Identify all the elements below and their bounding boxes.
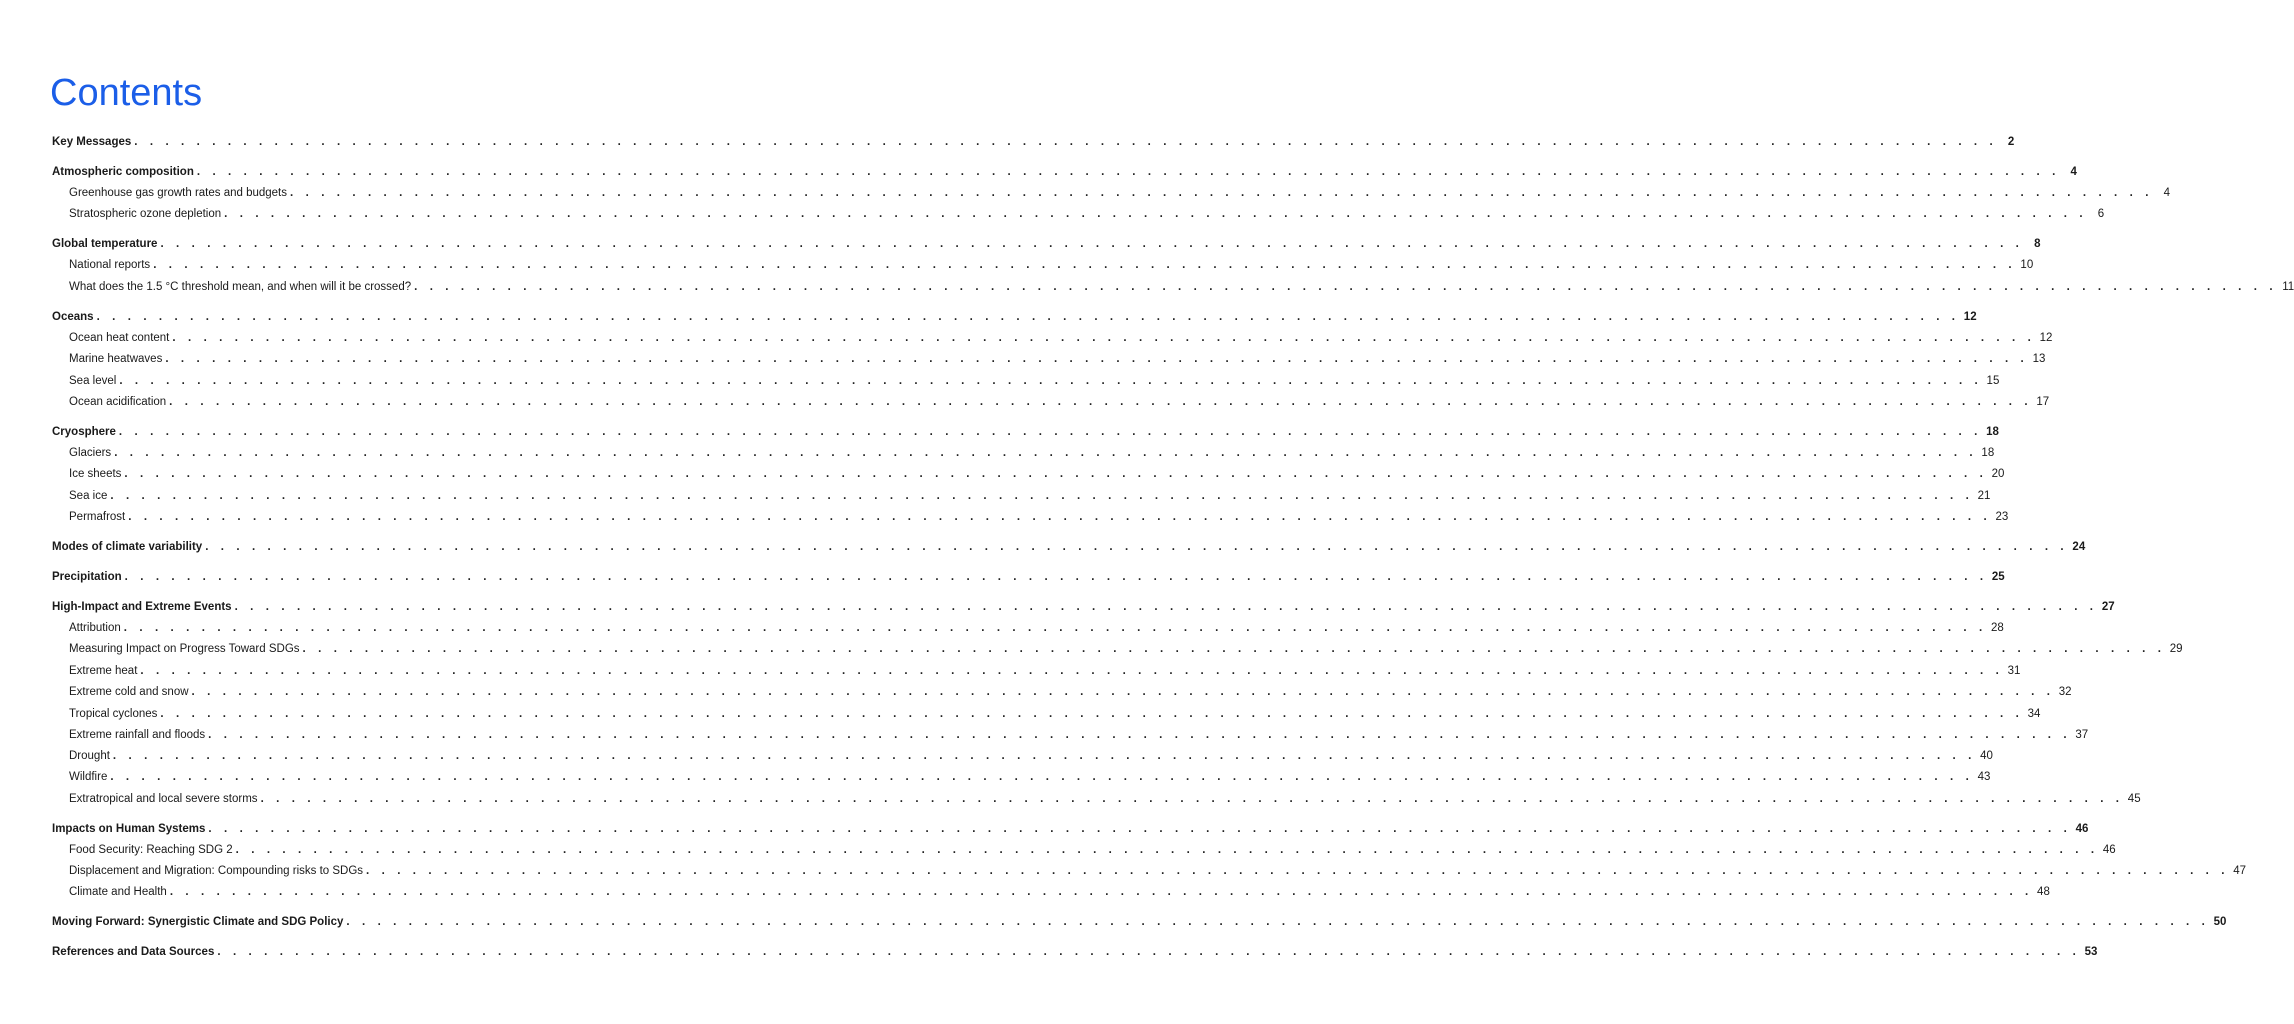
toc-leader-dots: . . . . . . . . . . . . . . . . . . . . . . . . . . . . . . . . . . . . . . . . . . . . . . . . . . . . . . . . . . . . . . . . . . . . . . . . . . . . . . . . . . . . . . . . . . . . . . . . . . . . . . . . . . . . . . . . . . . . . . . . bbox=[414, 281, 2278, 293]
toc-page-number: 46 bbox=[2075, 823, 2089, 835]
toc-leader-dots: . . . . . . . . . . . . . . . . . . . . . . . . . . . . . . . . . . . . . . . . . . . . . . . . . . . . . . . . . . . . . . . . . . . . . . . . . . . . . . . . . . . . . . . . . . . . . . . . . . . . . . . . . . . . . . . . . . . . . . . . bbox=[114, 447, 1978, 459]
toc-entry-label: What does the 1.5 °C threshold mean, and when will it be crossed? bbox=[69, 281, 412, 293]
toc-page-number: 15 bbox=[1986, 375, 2000, 387]
toc-leader-dots: . . . . . . . . . . . . . . . . . . . . . . . . . . . . . . . . . . . . . . . . . . . . . . . . . . . . . . . . . . . . . . . . . . . . . . . . . . . . . . . . . . . . . . . . . . . . . . . . . . . . . . . . . . . . . . . . . . . . . . . . bbox=[235, 844, 2099, 856]
toc-entry-label: Precipitation bbox=[52, 571, 122, 583]
toc-entry-label: Atmospheric composition bbox=[52, 166, 194, 178]
toc-leader-dots: . . . . . . . . . . . . . . . . . . . . . . . . . . . . . . . . . . . . . . . . . . . . . . . . . . . . . . . . . . . . . . . . . . . . . . . . . . . . . . . . . . . . . . . . . . . . . . . . . . . . . . . . . . . . . . . . . . . . . . . . bbox=[119, 375, 1983, 387]
toc-entry-label: Global temperature bbox=[52, 238, 158, 250]
toc-leader-dots: . . . . . . . . . . . . . . . . . . . . . . . . . . . . . . . . . . . . . . . . . . . . . . . . . . . . . . . . . . . . . . . . . . . . . . . . . . . . . . . . . . . . . . . . . . . . . . . . . . . . . . . . . . . . . . . . . . . . . . . . bbox=[134, 136, 1998, 148]
toc-section-entry[interactable] bbox=[52, 423, 1999, 441]
toc-page-number: 12 bbox=[2039, 332, 2053, 344]
toc-entry-label: Extreme heat bbox=[69, 665, 138, 677]
toc-subsection-entry[interactable] bbox=[69, 790, 2141, 808]
toc-page-number: 11 bbox=[2282, 281, 2294, 293]
toc-entry-label: Moving Forward: Synergistic Climate and SDG Policy bbox=[52, 916, 344, 928]
toc-subsection-entry[interactable] bbox=[69, 683, 2072, 701]
toc-page-number: 6 bbox=[2097, 208, 2105, 220]
toc-page-number: 24 bbox=[2072, 541, 2086, 553]
toc-section-entry[interactable] bbox=[52, 308, 1977, 326]
toc-subsection-entry[interactable] bbox=[69, 184, 2171, 202]
toc-section-entry[interactable] bbox=[52, 163, 2077, 181]
toc-entry-label: Ocean heat content bbox=[69, 332, 170, 344]
toc-page-number: 27 bbox=[2101, 601, 2115, 613]
toc-entry-label: Attribution bbox=[69, 622, 121, 634]
toc-subsection-entry[interactable] bbox=[69, 640, 2183, 658]
toc-entry-label: Extreme cold and snow bbox=[69, 686, 189, 698]
toc-leader-dots: . . . . . . . . . . . . . . . . . . . . . . . . . . . . . . . . . . . . . . . . . . . . . . . . . . . . . . . . . . . . . . . . . . . . . . . . . . . . . . . . . . . . . . . . . . . . . . . . . . . . . . . . . . . . . . . . . . . . . . . . bbox=[260, 793, 2124, 805]
toc-subsection-entry[interactable] bbox=[69, 393, 2050, 411]
toc-entry-label: High-Impact and Extreme Events bbox=[52, 601, 232, 613]
toc-page-number: 4 bbox=[2163, 187, 2171, 199]
toc-leader-dots: . . . . . . . . . . . . . . . . . . . . . . . . . . . . . . . . . . . . . . . . . . . . . . . . . . . . . . . . . . . . . . . . . . . . . . . . . . . . . . . . . . . . . . . . . . . . . . . . . . . . . . . . . . . . . . . . . . . . . . . . bbox=[123, 622, 1987, 634]
toc-page-number: 18 bbox=[1981, 447, 1995, 459]
toc-section-entry[interactable] bbox=[52, 913, 2227, 931]
toc-page-number: 18 bbox=[1986, 426, 1999, 438]
toc-leader-dots: . . . . . . . . . . . . . . . . . . . . . . . . . . . . . . . . . . . . . . . . . . . . . . . . . . . . . . . . . . . . . . . . . . . . . . . . . . . . . . . . . . . . . . . . . . . . . . . . . . . . . . . . . . . . . . . . . . . . . . . . bbox=[160, 238, 2024, 250]
toc-leader-dots: . . . . . . . . . . . . . . . . . . . . . . . . . . . . . . . . . . . . . . . . . . . . . . . . . . . . . . . . . . . . . . . . . . . . . . . . . . . . . . . . . . . . . . . . . . . . . . . . . . . . . . . . . . . . . . . . . . . . . . . . bbox=[172, 332, 2036, 344]
toc-leader-dots: . . . . . . . . . . . . . . . . . . . . . . . . . . . . . . . . . . . . . . . . . . . . . . . . . . . . . . . . . . . . . . . . . . . . . . . . . . . . . . . . . . . . . . . . . . . . . . . . . . . . . . . . . . . . . . . . . . . . . . . . bbox=[224, 208, 2088, 220]
toc-subsection-entry[interactable] bbox=[69, 350, 2046, 368]
toc-page-number: 31 bbox=[2007, 665, 2021, 677]
toc-leader-dots: . . . . . . . . . . . . . . . . . . . . . . . . . . . . . . . . . . . . . . . . . . . . . . . . . . . . . . . . . . . . . . . . . . . . . . . . . . . . . . . . . . . . . . . . . . . . . . . . . . . . . . . . . . . . . . . . . . . . . . . . bbox=[169, 886, 2033, 898]
toc-leader-dots: . . . . . . . . . . . . . . . . . . . . . . . . . . . . . . . . . . . . . . . . . . . . . . . . . . . . . . . . . . . . . . . . . . . . . . . . . . . . . . . . . . . . . . . . . . . . . . . . . . . . . . . . . . . . . . . . . . . . . . . . bbox=[96, 311, 1960, 323]
toc-entry-label: Extratropical and local severe storms bbox=[69, 793, 258, 805]
toc-entry-label: Drought bbox=[69, 750, 110, 762]
toc-leader-dots: . . . . . . . . . . . . . . . . . . . . . . . . . . . . . . . . . . . . . . . . . . . . . . . . . . . . . . . . . . . . . . . . . . . . . . . . . . . . . . . . . . . . . . . . . . . . . . . . . . . . . . . . . . . . . . . . . . . . . . . . bbox=[205, 541, 2069, 553]
toc-subsection-entry[interactable] bbox=[69, 862, 2247, 880]
toc-entry-label: Tropical cyclones bbox=[69, 708, 158, 720]
toc-entry-label: Permafrost bbox=[69, 511, 126, 523]
toc-page-number: 53 bbox=[2084, 946, 2098, 958]
toc-leader-dots: . . . . . . . . . . . . . . . . . . . . . . . . . . . . . . . . . . . . . . . . . . . . . . . . . . . . . . . . . . . . . . . . . . . . . . . . . . . . . . . . . . . . . . . . . . . . . . . . . . . . . . . . . . . . . . . . . . . . . . . . bbox=[217, 946, 2081, 958]
toc-page-number: 34 bbox=[2027, 708, 2041, 720]
toc-entry-label: Sea level bbox=[69, 375, 117, 387]
toc-section-entry[interactable] bbox=[52, 538, 2086, 556]
toc-subsection-entry[interactable] bbox=[69, 508, 2009, 526]
toc-subsection-entry[interactable] bbox=[69, 619, 2004, 637]
toc-subsection-entry[interactable] bbox=[69, 278, 2294, 296]
toc-entry-label: Marine heatwaves bbox=[69, 353, 163, 365]
toc-entry-label: Ocean acidification bbox=[69, 396, 167, 408]
toc-entry-label: Measuring Impact on Progress Toward SDGs bbox=[69, 643, 300, 655]
toc-page-number: 37 bbox=[2075, 729, 2089, 741]
toc-page-number: 20 bbox=[1991, 468, 2005, 480]
toc-page-number: 8 bbox=[2034, 238, 2041, 250]
toc-page-number: 12 bbox=[1963, 311, 1977, 323]
toc-subsection-entry[interactable] bbox=[69, 768, 1991, 786]
toc-subsection-entry[interactable] bbox=[69, 841, 2116, 859]
toc-entry-label: Key Messages bbox=[52, 136, 132, 148]
toc-subsection-entry[interactable] bbox=[69, 329, 2053, 347]
toc-page-number: 21 bbox=[1977, 490, 1991, 502]
page-title: Contents bbox=[50, 72, 203, 114]
toc-leader-dots: . . . . . . . . . . . . . . . . . . . . . . . . . . . . . . . . . . . . . . . . . . . . . . . . . . . . . . . . . . . . . . . . . . . . . . . . . . . . . . . . . . . . . . . . . . . . . . . . . . . . . . . . . . . . . . . . . . . . . . . . bbox=[346, 916, 2210, 928]
toc-entry-label: Cryosphere bbox=[52, 426, 116, 438]
toc-entry-label: National reports bbox=[69, 259, 151, 271]
toc-entry-label: Greenhouse gas growth rates and budgets bbox=[69, 187, 288, 199]
toc-subsection-entry[interactable] bbox=[69, 465, 2005, 483]
toc-page-number: 43 bbox=[1977, 771, 1991, 783]
toc-page-number: 40 bbox=[1980, 750, 1993, 762]
toc-page-number: 46 bbox=[2102, 844, 2116, 856]
toc-page-number: 17 bbox=[2036, 396, 2050, 408]
toc-page-number: 13 bbox=[2032, 353, 2046, 365]
toc-leader-dots: . . . . . . . . . . . . . . . . . . . . . . . . . . . . . . . . . . . . . . . . . . . . . . . . . . . . . . . . . . . . . . . . . . . . . . . . . . . . . . . . . . . . . . . . . . . . . . . . . . . . . . . . . . . . . . . . . . . . . . . . bbox=[140, 665, 2004, 677]
toc-leader-dots: . . . . . . . . . . . . . . . . . . . . . . . . . . . . . . . . . . . . . . . . . . . . . . . . . . . . . . . . . . . . . . . . . . . . . . . . . . . . . . . . . . . . . . . . . . . . . . . . . . . . . . . . . . . . . . . . . . . . . . . . bbox=[165, 353, 2029, 365]
toc-page-number: 45 bbox=[2127, 793, 2141, 805]
toc-leader-dots: . . . . . . . . . . . . . . . . . . . . . . . . . . . . . . . . . . . . . . . . . . . . . . . . . . . . . . . . . . . . . . . . . . . . . . . . . . . . . . . . . . . . . . . . . . . . . . . . . . . . . . . . . . . . . . . . . . . . . . . . bbox=[128, 511, 1992, 523]
toc-leader-dots: . . . . . . . . . . . . . . . . . . . . . . . . . . . . . . . . . . . . . . . . . . . . . . . . . . . . . . . . . . . . . . . . . . . . . . . . . . . . . . . . . . . . . . . . . . . . . . . . . . . . . . . . . . . . . . . . . . . . . . . . bbox=[191, 686, 2055, 698]
toc-page-number: 48 bbox=[2037, 886, 2050, 898]
toc-leader-dots: . . . . . . . . . . . . . . . . . . . . . . . . . . . . . . . . . . . . . . . . . . . . . . . . . . . . . . . . . . . . . . . . . . . . . . . . . . . . . . . . . . . . . . . . . . . . . . . . . . . . . . . . . . . . . . . . . . . . . . . . bbox=[302, 643, 2166, 655]
toc-subsection-entry[interactable] bbox=[69, 883, 2050, 901]
toc-entry-label: Wildfire bbox=[69, 771, 108, 783]
toc-section-entry[interactable] bbox=[52, 820, 2089, 838]
toc-subsection-entry[interactable] bbox=[69, 726, 2089, 744]
toc-page-number: 32 bbox=[2058, 686, 2072, 698]
toc-leader-dots: . . . . . . . . . . . . . . . . . . . . . . . . . . . . . . . . . . . . . . . . . . . . . . . . . . . . . . . . . . . . . . . . . . . . . . . . . . . . . . . . . . . . . . . . . . . . . . . . . . . . . . . . . . . . . . . . . . . . . . . . bbox=[160, 708, 2024, 720]
toc-page-number: 25 bbox=[1991, 571, 2005, 583]
toc-page-number: 47 bbox=[2233, 865, 2247, 877]
toc-section-entry[interactable] bbox=[52, 568, 2005, 586]
toc-entry-label: Stratospheric ozone depletion bbox=[69, 208, 222, 220]
toc-entry-label: Oceans bbox=[52, 311, 94, 323]
toc-entry-label: Impacts on Human Systems bbox=[52, 823, 206, 835]
toc-leader-dots: . . . . . . . . . . . . . . . . . . . . . . . . . . . . . . . . . . . . . . . . . . . . . . . . . . . . . . . . . . . . . . . . . . . . . . . . . . . . . . . . . . . . . . . . . . . . . . . . . . . . . . . . . . . . . . . . . . . . . . . . bbox=[208, 823, 2072, 835]
toc-leader-dots: . . . . . . . . . . . . . . . . . . . . . . . . . . . . . . . . . . . . . . . . . . . . . . . . . . . . . . . . . . . . . . . . . . . . . . . . . . . . . . . . . . . . . . . . . . . . . . . . . . . . . . . . . . . . . . . . . . . . . . . . bbox=[112, 750, 1976, 762]
toc-leader-dots: . . . . . . . . . . . . . . . . . . . . . . . . . . . . . . . . . . . . . . . . . . . . . . . . . . . . . . . . . . . . . . . . . . . . . . . . . . . . . . . . . . . . . . . . . . . . . . . . . . . . . . . . . . . . . . . . . . . . . . . . bbox=[118, 426, 1982, 438]
toc-page-number: 29 bbox=[2169, 643, 2183, 655]
toc-entry-label: Glaciers bbox=[69, 447, 112, 459]
toc-leader-dots: . . . . . . . . . . . . . . . . . . . . . . . . . . . . . . . . . . . . . . . . . . . . . . . . . . . . . . . . . . . . . . . . . . . . . . . . . . . . . . . . . . . . . . . . . . . . . . . . . . . . . . . . . . . . . . . . . . . . . . . . bbox=[169, 396, 2033, 408]
toc-entry-label: Ice sheets bbox=[69, 468, 122, 480]
toc-page-number: 28 bbox=[1991, 622, 2004, 634]
toc-subsection-entry[interactable] bbox=[69, 487, 1991, 505]
toc-entry-label: Extreme rainfall and floods bbox=[69, 729, 206, 741]
toc-leader-dots: . . . . . . . . . . . . . . . . . . . . . . . . . . . . . . . . . . . . . . . . . . . . . . . . . . . . . . . . . . . . . . . . . . . . . . . . . . . . . . . . . . . . . . . . . . . . . . . . . . . . . . . . . . . . . . . . . . . . . . . . bbox=[366, 865, 2230, 877]
toc-leader-dots: . . . . . . . . . . . . . . . . . . . . . . . . . . . . . . . . . . . . . . . . . . . . . . . . . . . . . . . . . . . . . . . . . . . . . . . . . . . . . . . . . . . . . . . . . . . . . . . . . . . . . . . . . . . . . . . . . . . . . . . . bbox=[208, 729, 2072, 741]
toc-section-entry[interactable] bbox=[52, 235, 2041, 253]
toc-page-number: 10 bbox=[2020, 259, 2034, 271]
toc-entry-label: References and Data Sources bbox=[52, 946, 215, 958]
toc-leader-dots: . . . . . . . . . . . . . . . . . . . . . . . . . . . . . . . . . . . . . . . . . . . . . . . . . . . . . . . . . . . . . . . . . . . . . . . . . . . . . . . . . . . . . . . . . . . . . . . . . . . . . . . . . . . . . . . . . . . . . . . . bbox=[110, 490, 1974, 502]
toc-section-entry[interactable] bbox=[52, 133, 2015, 151]
toc-entry-label: Displacement and Migration: Compounding risks to SDGs bbox=[69, 865, 364, 877]
toc-subsection-entry[interactable] bbox=[69, 444, 1995, 462]
toc-leader-dots: . . . . . . . . . . . . . . . . . . . . . . . . . . . . . . . . . . . . . . . . . . . . . . . . . . . . . . . . . . . . . . . . . . . . . . . . . . . . . . . . . . . . . . . . . . . . . . . . . . . . . . . . . . . . . . . . . . . . . . . . bbox=[124, 571, 1988, 583]
toc-subsection-entry[interactable] bbox=[69, 747, 1993, 765]
toc-page-number: 4 bbox=[2070, 166, 2077, 178]
toc-subsection-entry[interactable] bbox=[69, 662, 2021, 680]
toc-leader-dots: . . . . . . . . . . . . . . . . . . . . . . . . . . . . . . . . . . . . . . . . . . . . . . . . . . . . . . . . . . . . . . . . . . . . . . . . . . . . . . . . . . . . . . . . . . . . . . . . . . . . . . . . . . . . . . . . . . . . . . . . bbox=[290, 187, 2154, 199]
toc-subsection-entry[interactable] bbox=[69, 205, 2105, 223]
toc-entry-label: Modes of climate variability bbox=[52, 541, 203, 553]
toc-subsection-entry[interactable] bbox=[69, 705, 2041, 723]
toc-entry-label: Sea ice bbox=[69, 490, 108, 502]
toc-leader-dots: . . . . . . . . . . . . . . . . . . . . . . . . . . . . . . . . . . . . . . . . . . . . . . . . . . . . . . . . . . . . . . . . . . . . . . . . . . . . . . . . . . . . . . . . . . . . . . . . . . . . . . . . . . . . . . . . . . . . . . . . bbox=[110, 771, 1974, 783]
toc-leader-dots: . . . . . . . . . . . . . . . . . . . . . . . . . . . . . . . . . . . . . . . . . . . . . . . . . . . . . . . . . . . . . . . . . . . . . . . . . . . . . . . . . . . . . . . . . . . . . . . . . . . . . . . . . . . . . . . . . . . . . . . . bbox=[124, 468, 1988, 480]
toc-section-entry[interactable] bbox=[52, 943, 2098, 961]
toc-leader-dots: . . . . . . . . . . . . . . . . . . . . . . . . . . . . . . . . . . . . . . . . . . . . . . . . . . . . . . . . . . . . . . . . . . . . . . . . . . . . . . . . . . . . . . . . . . . . . . . . . . . . . . . . . . . . . . . . . . . . . . . . bbox=[234, 601, 2098, 613]
toc-page-number: 50 bbox=[2213, 916, 2227, 928]
toc-page-number: 2 bbox=[2007, 136, 2015, 148]
toc-entry-label: Climate and Health bbox=[69, 886, 167, 898]
toc-entry-label: Food Security: Reaching SDG 2 bbox=[69, 844, 233, 856]
toc-page-number: 23 bbox=[1995, 511, 2009, 523]
toc-leader-dots: . . . . . . . . . . . . . . . . . . . . . . . . . . . . . . . . . . . . . . . . . . . . . . . . . . . . . . . . . . . . . . . . . . . . . . . . . . . . . . . . . . . . . . . . . . . . . . . . . . . . . . . . . . . . . . . . . . . . . . . . bbox=[196, 166, 2060, 178]
toc-leader-dots: . . . . . . . . . . . . . . . . . . . . . . . . . . . . . . . . . . . . . . . . . . . . . . . . . . . . . . . . . . . . . . . . . . . . . . . . . . . . . . . . . . . . . . . . . . . . . . . . . . . . . . . . . . . . . . . . . . . . . . . . bbox=[153, 259, 2017, 271]
toc-section-entry[interactable] bbox=[52, 598, 2115, 616]
toc-subsection-entry[interactable] bbox=[69, 256, 2034, 274]
toc-subsection-entry[interactable] bbox=[69, 372, 2000, 390]
